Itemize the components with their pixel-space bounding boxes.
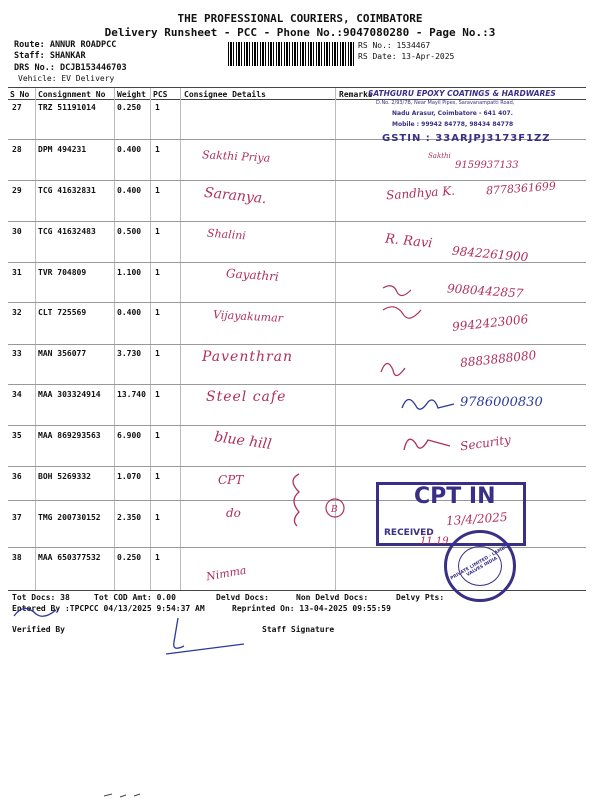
hw-r30-phone: 9842261900 bbox=[451, 243, 529, 265]
runsheet-subtitle: Delivery Runsheet - PCC - Phone No.:9047080280 - Page No.:3 bbox=[104, 26, 496, 39]
cpt-stamp-date: 13/4/2025 bbox=[445, 509, 508, 529]
row-31-pcs: 1 bbox=[155, 268, 160, 277]
hw-r33-name: Paventhran bbox=[202, 349, 294, 365]
row-35-cons: MAA 869293563 bbox=[38, 431, 101, 440]
verified-by: Verified By bbox=[12, 625, 65, 634]
row-37-cons: TMG 200730152 bbox=[38, 513, 101, 522]
row-29-pcs: 1 bbox=[155, 186, 160, 195]
row-35-pcs: 1 bbox=[155, 431, 160, 440]
entered-by-signature bbox=[10, 596, 90, 626]
tot-cod: Tot COD Amt: 0.00 bbox=[94, 593, 176, 602]
hw-r32-name: Vijayakumar bbox=[212, 308, 284, 325]
row-34-cons: MAA 303324914 bbox=[38, 390, 101, 399]
row-30-weight: 0.500 bbox=[117, 227, 142, 236]
row-37-pcs: 1 bbox=[155, 513, 160, 522]
row-32-pcs: 1 bbox=[155, 308, 160, 317]
brace-mark bbox=[285, 470, 355, 530]
row-38-pcs: 1 bbox=[155, 553, 160, 562]
row-33-sno: 33 bbox=[12, 349, 22, 358]
stamp-company-gstin: GSTIN : 33ARJPJ3173F1ZZ bbox=[382, 133, 551, 144]
hw-r29-phone: 8778361699 bbox=[485, 179, 557, 198]
row-29-cons: TCG 41632831 bbox=[38, 186, 96, 195]
stamp-company-address2: Nadu Arasur, Coimbatore - 641 407. bbox=[392, 110, 513, 117]
hw-r38-name: Nimma bbox=[205, 563, 248, 584]
hw-r28-name: Sakthi Priya bbox=[201, 148, 271, 165]
hw-r29-name: Saranya. bbox=[203, 184, 268, 208]
r35-signature bbox=[400, 430, 460, 460]
col-weight: Weight bbox=[117, 90, 146, 99]
row-38-weight: 0.250 bbox=[117, 553, 142, 562]
col-pcs: PCS bbox=[153, 90, 168, 99]
hw-r31-phone: 9080442857 bbox=[446, 281, 524, 301]
company-title: THE PROFESSIONAL COURIERS, COIMBATORE bbox=[177, 12, 423, 25]
round-stamp-text: PRIVATE LIMITED - LAMBO VALVES INDIA bbox=[449, 544, 510, 582]
row-27-cons: TRZ 51191014 bbox=[38, 103, 96, 112]
row-38-sno: 38 bbox=[12, 553, 22, 562]
row-29-sno: 29 bbox=[12, 186, 22, 195]
hw-r28-sign: Sakthi bbox=[428, 152, 451, 160]
row-37-weight: 2.350 bbox=[117, 513, 142, 522]
rs-no: RS No.: 1534467 bbox=[358, 41, 431, 50]
hw-r30-name: Shalini bbox=[206, 226, 247, 243]
row-29-weight: 0.400 bbox=[117, 186, 142, 195]
row-27-pcs: 1 bbox=[155, 103, 160, 112]
entered-by: Entered By :TPCPCC 04/13/2025 9:54:37 AM bbox=[12, 604, 205, 613]
cpt-stamp-received: RECEIVED bbox=[384, 528, 434, 538]
row-36-sno: 36 bbox=[12, 472, 22, 481]
verified-signature bbox=[160, 612, 250, 660]
delvd-docs: Delvd Docs: bbox=[216, 593, 269, 602]
row-36-pcs: 1 bbox=[155, 472, 160, 481]
cpt-stamp-title: CPT IN bbox=[414, 484, 496, 509]
row-34-sno: 34 bbox=[12, 390, 22, 399]
remarks-signatures bbox=[375, 280, 465, 400]
hw-r31-name: Gayathri bbox=[225, 266, 280, 284]
stamp-company-mobile: Mobile : 99942 84778, 98434 84778 bbox=[392, 121, 514, 128]
row-30-cons: TCG 41632483 bbox=[38, 227, 96, 236]
row-33-cons: MAN 356077 bbox=[38, 349, 87, 358]
hw-r37-name: do bbox=[226, 506, 241, 520]
r34-signature bbox=[398, 390, 458, 420]
row-33-pcs: 1 bbox=[155, 349, 160, 358]
row-34-weight: 13.740 bbox=[117, 390, 146, 399]
row-37-sno: 37 bbox=[12, 513, 22, 522]
row-30-pcs: 1 bbox=[155, 227, 160, 236]
hw-r30-sign: R. Ravi bbox=[384, 231, 434, 252]
row-30-sno: 30 bbox=[12, 227, 22, 236]
row-33-weight: 3.730 bbox=[117, 349, 142, 358]
row-32-weight: 0.400 bbox=[117, 308, 142, 317]
non-delvd-docs: Non Delvd Docs: bbox=[296, 593, 369, 602]
row-32-cons: CLT 725569 bbox=[38, 308, 87, 317]
hw-r35-sign: Security bbox=[459, 432, 512, 454]
drs-text: DRS No.: DCJB153446703 bbox=[14, 63, 127, 73]
svg-text:B: B bbox=[331, 505, 338, 515]
row-28-pcs: 1 bbox=[155, 145, 160, 154]
col-consignment: Consignment No bbox=[38, 90, 106, 99]
row-31-sno: 31 bbox=[12, 268, 22, 277]
col-remarks: Remarks bbox=[339, 90, 373, 99]
hw-r36-name: CPT bbox=[218, 473, 244, 487]
stamp-company-address1: D.No. 2/93/7B, Near Mayil Pipes, Saravanampatti Road, bbox=[376, 100, 515, 106]
barcode bbox=[228, 42, 354, 66]
stamp-company-name: SATHGURU EPOXY COATINGS & HARDWARES bbox=[368, 89, 556, 98]
vehicle-text: Vehicle: EV Delivery bbox=[18, 74, 115, 83]
row-32-sno: 32 bbox=[12, 308, 22, 317]
row-38-cons: MAA 650377532 bbox=[38, 553, 101, 562]
row-27-weight: 0.250 bbox=[117, 103, 142, 112]
row-31-weight: 1.100 bbox=[117, 268, 142, 277]
delvy-pts: Delvy Pts: bbox=[396, 593, 445, 602]
rs-date: RS Date: 13-Apr-2025 bbox=[358, 52, 455, 61]
hw-r33-phone: 8883888080 bbox=[459, 348, 537, 370]
col-sno: S No bbox=[10, 90, 30, 99]
row-35-weight: 6.900 bbox=[117, 431, 142, 440]
row-36-weight: 1.070 bbox=[117, 472, 142, 481]
col-consignee: Consignee Details bbox=[184, 90, 266, 99]
hw-r34-phone: 9786000830 bbox=[460, 395, 543, 410]
staff-text: Staff: SHANKAR bbox=[14, 51, 86, 61]
row-28-weight: 0.400 bbox=[117, 145, 142, 154]
route-text: Route: ANNUR ROADPCC bbox=[14, 40, 117, 50]
hw-r34-name: Steel cafe bbox=[206, 389, 287, 405]
hw-r29-sign: Sandhya K. bbox=[385, 183, 456, 203]
reprinted-on: Reprinted On: 13-04-2025 09:55:59 bbox=[232, 604, 391, 613]
row-31-cons: TVR 704809 bbox=[38, 268, 87, 277]
row-36-cons: BOH 5269332 bbox=[38, 472, 91, 481]
hw-r32-phone: 9942423006 bbox=[451, 312, 529, 334]
hw-r28-phone: 9159937133 bbox=[455, 160, 519, 171]
staff-signature: Staff Signature bbox=[262, 625, 335, 634]
row-27-sno: 27 bbox=[12, 103, 22, 112]
tot-docs: Tot Docs: 38 bbox=[12, 593, 70, 602]
hw-r35-name: blue hill bbox=[213, 429, 273, 453]
row-28-cons: DPM 494231 bbox=[38, 145, 87, 154]
row-34-pcs: 1 bbox=[155, 390, 160, 399]
row-35-sno: 35 bbox=[12, 431, 22, 440]
scan-marks bbox=[100, 790, 180, 800]
cpt-stamp-time: 11.19 bbox=[420, 536, 449, 547]
row-28-sno: 28 bbox=[12, 145, 22, 154]
